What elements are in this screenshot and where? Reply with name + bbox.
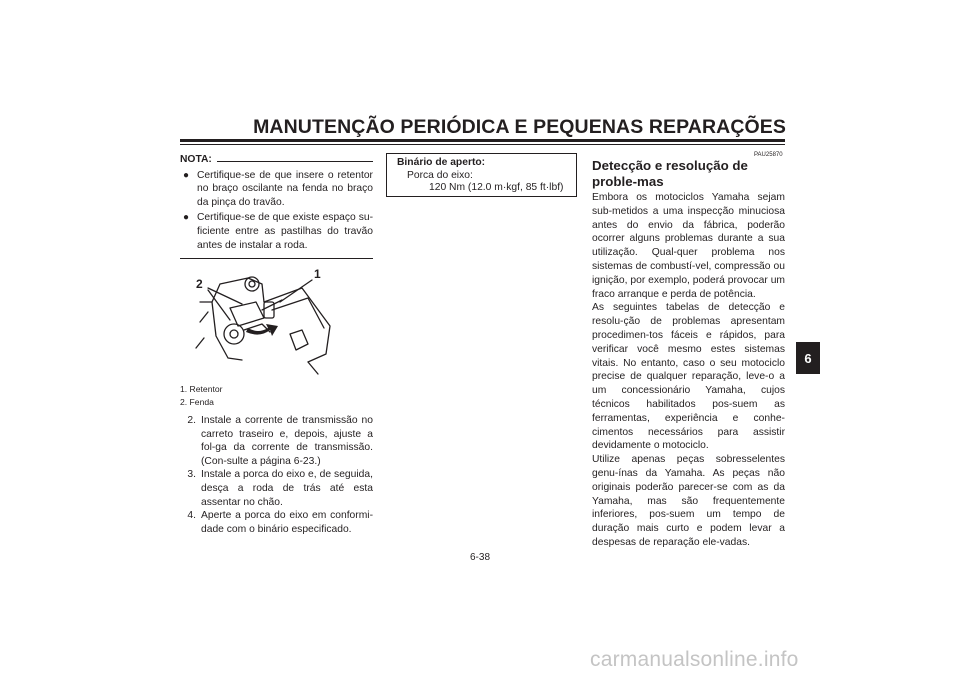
section-paragraph: As seguintes tabelas de detecção e resolu-ção de problemas apresentam procedimen-tos fáceis e rápidos, para verificar você mesmo estes sistemas vitais. No entanto, caso o seu motociclo precise de qualquer reparação, leve-o a um concessionário Yamaha, cujos técnicos habilitados pos-suem as ferramentas, experiência e conhe-cimentos necessários para assistir devidamente o motociclo.: [592, 302, 785, 452]
step-number: 3.: [187, 469, 196, 481]
section-paragraph: Embora os motociclos Yamaha sejam sub-metidos a uma inspecção minuciosa antes do envio da fábrica, poderão ocorrer alguns problemas durante a sua utilização. Qual-quer problema nos sistemas de combustí-vel, compressão ou ignição, por exemplo, poderá provocar um fraco arranque e perda de potência.: [592, 192, 785, 300]
torque-item: Porca do eixo:: [407, 169, 473, 181]
troubleshooting-section: [592, 158, 785, 550]
caption-retentor: 1. Retentor: [180, 384, 223, 394]
step-text: Instale a porca do eixo e, de seguida, desça a roda de trás até esta assentar no chão.: [201, 469, 373, 508]
note-heading: [180, 153, 373, 167]
header-rule-thick: [180, 139, 785, 142]
step-item: [180, 509, 373, 536]
steps-list: [180, 414, 373, 536]
page-number: 6-38: [469, 552, 490, 563]
section-paragraph: Utilize apenas peças sobresselentes genu-ínas da Yamaha. As peças não originais poderão parecer-se com as da Yamaha, mas são frequentemente inferiores, pos-suem um tempo de duração mais curto e podem levar a despesas de reparação ele-vadas.: [592, 454, 785, 548]
step-number: 4.: [187, 510, 196, 522]
step-number: 2.: [187, 415, 196, 426]
callout-1: 1: [314, 267, 321, 281]
section-title: Detecção e resolução de proble-mas: [592, 158, 748, 189]
note-bullet-text: Certifique-se de que existe espaço su-ficiente entre as pastilhas do travão antes de instalar a roda.: [197, 212, 373, 251]
step-text: Instale a corrente de transmissão no carreto traseiro e, depois, ajuste a fol-ga da corrente de transmissão. (Con-sulte a página 6-23.): [201, 415, 373, 467]
callout-2: 2: [196, 277, 203, 291]
step-item: [180, 414, 373, 468]
step-item: [180, 468, 373, 509]
note-label: NOTA:: [180, 154, 212, 165]
figure-captions: [180, 383, 223, 408]
section-code: PAU25870: [754, 152, 783, 158]
note-end-rule: [180, 258, 373, 259]
caption-fenda: 2. Fenda: [180, 396, 214, 407]
note-heading-rule: [217, 161, 373, 162]
retainer-illustration: [190, 262, 340, 380]
page-title: MANUTENÇÃO PERIÓDICA E PEQUENAS REPARAÇÕES: [253, 116, 786, 138]
note-block: [180, 153, 373, 259]
header-rule-thin: [180, 144, 785, 145]
step-text: Aperte a porca do eixo em conformi-dade com o binário especificado.: [201, 510, 373, 535]
bullet-dot-icon: ●: [183, 212, 190, 224]
note-bullet: [180, 169, 373, 210]
watermark: carmanualsonline.info: [590, 648, 799, 671]
chapter-tab: 6: [796, 342, 820, 374]
bullet-dot-icon: ●: [183, 169, 190, 181]
torque-spec-box: [386, 153, 577, 197]
torque-title: Binário de aperto:: [397, 157, 486, 168]
torque-value: 120 Nm (12.0 m·kgf, 85 ft·lbf): [429, 182, 564, 194]
note-bullet: [180, 211, 373, 252]
note-bullet-text: Certifique-se de que insere o retentor no braço oscilante na fenda no braço da pinça do travão.: [197, 169, 373, 208]
